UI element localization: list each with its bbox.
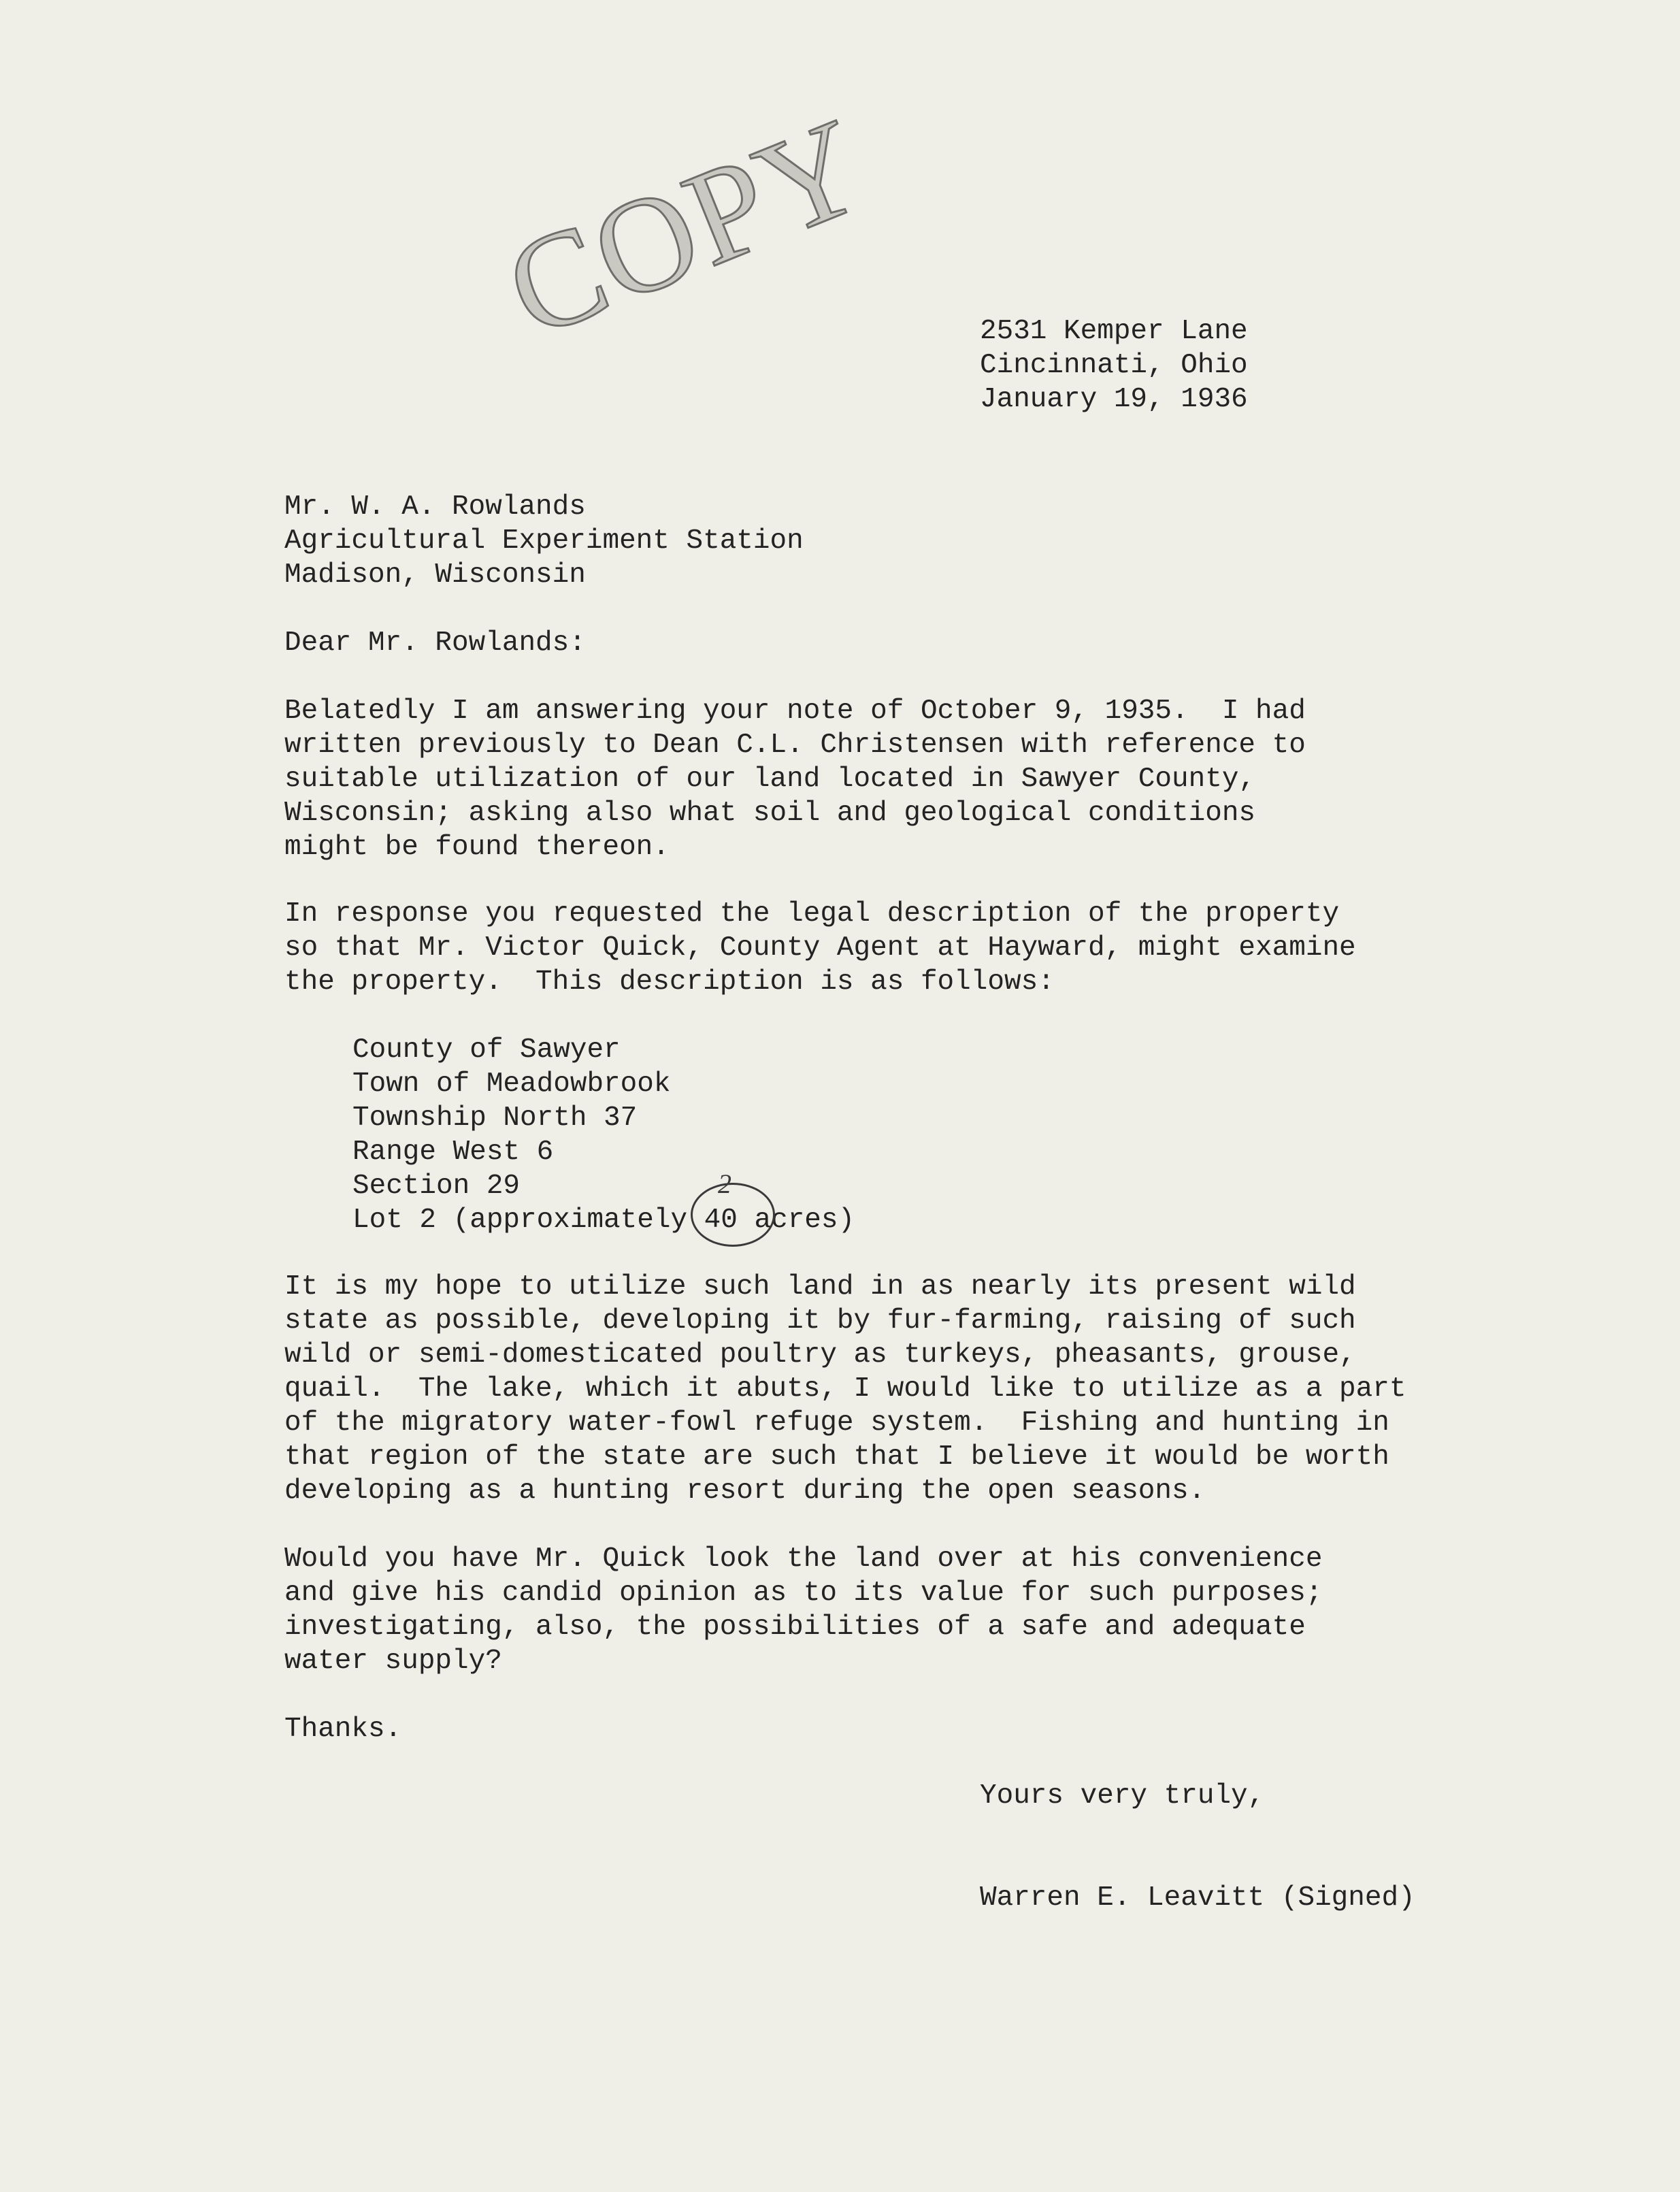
salutation: Dear Mr. Rowlands: [284,627,586,659]
description-line: Section 29 [352,1171,521,1202]
paragraph-1-line: Belatedly I am answering your note of October 9, 1935. I had [284,696,1306,727]
paragraph-2-line: the property. This description is as follows: [284,966,1055,998]
signature: Warren E. Leavitt (Signed) [980,1882,1415,1914]
paragraph-3-line: quail. The lake, which it abuts, I would like to utilize as a part [284,1373,1406,1405]
description-line: Lot 2 (approximately 40 acres) [352,1205,855,1236]
paragraph-4-line: Would you have Mr. Quick look the land over at his convenience [284,1543,1323,1575]
paragraph-1-line: Wisconsin; asking also what soil and geological conditions [284,798,1256,829]
paragraph-4-line: investigating, also, the possibilities of a safe and adequate [284,1612,1306,1643]
paragraph-1-line: written previously to Dean C.L. Christensen with reference to [284,730,1306,761]
paragraph-4-line: water supply? [284,1646,502,1677]
description-line: Range West 6 [352,1136,554,1168]
sender-address-line2: Cincinnati, Ohio [980,350,1248,381]
thanks-line: Thanks. [284,1714,402,1745]
paragraph-3-line: wild or semi-domesticated poultry as turkeys, pheasants, grouse, [284,1339,1356,1371]
description-line: County of Sawyer [352,1034,621,1066]
paragraph-3-line: that region of the state are such that I believe it would be worth [284,1441,1389,1473]
recipient-org: Agricultural Experiment Station [284,525,804,557]
description-line: Township North 37 [352,1102,638,1134]
paragraph-4-line: and give his candid opinion as to its value for such purposes; [284,1577,1323,1609]
copy-stamp: COPY [487,89,885,367]
handwritten-annotation: 2 [718,1168,731,1199]
closing: Yours very truly, [980,1780,1265,1812]
recipient-city: Madison, Wisconsin [284,559,586,591]
paragraph-1-line: might be found thereon. [284,832,670,863]
paragraph-3-line: of the migratory water-fowl refuge system. Fishing and hunting in [284,1407,1389,1439]
recipient-name: Mr. W. A. Rowlands [284,491,586,523]
paragraph-2-line: In response you requested the legal description of the property [284,898,1340,930]
description-line: Town of Meadowbrook [352,1068,671,1100]
paragraph-2-line: so that Mr. Victor Quick, County Agent at Hayward, might examine [284,932,1356,964]
paragraph-3-line: developing as a hunting resort during the open seasons. [284,1475,1206,1507]
paragraph-1-line: suitable utilization of our land located in Sawyer County, [284,764,1256,795]
paragraph-3-line: state as possible, developing it by fur-farming, raising of such [284,1305,1356,1337]
letter-date: January 19, 1936 [980,384,1248,415]
handwritten-circle [691,1183,775,1247]
paragraph-3-line: It is my hope to utilize such land in as nearly its present wild [284,1271,1356,1303]
sender-address-line1: 2531 Kemper Lane [980,316,1248,347]
